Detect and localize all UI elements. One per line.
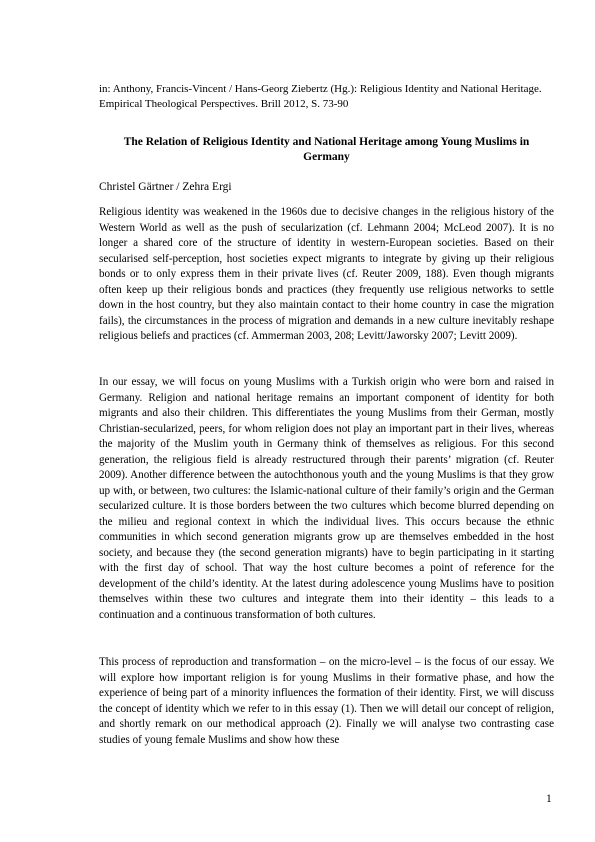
paper-title: The Relation of Religious Identity and National Heritage among Young Muslims in Germany (123, 136, 530, 163)
paragraph-1: Religious identity was weakened in the 1960s due to decisive changes in the religious history of the Western World as well as the push of secularization (cf. Lehmann 2004; McLeod 2007). It is no longer a shared core of the structure of identity in western-European societies. Based on their secularised self-perception, host societies expect migrants to integrate by giving up their religious bonds or to only express them in their private lives (cf. Reuter 2009, 188). Even though migrants often keep up their religious bonds and practices (they frequently use religious networks to settle down in the host country, but they also maintain contact to their home country in case the migration fails), the circumstances in the process of migration and demands in a new culture inevitably reshape religious beliefs and practices (cf. Ammerman 2003, 208; Levitt/Jaworsky 2007; Levitt 2009). (99, 206, 554, 342)
authors: Christel Gärtner / Zehra Ergi (99, 181, 232, 193)
citation-header: in: Anthony, Francis-Vincent / Hans-Georg Ziebertz (Hg.): Religious Identity and National Heritage. Empirical Theological Perspectives. Brill 2012, S. 73-90 (99, 83, 542, 110)
paragraph-3: This process of reproduction and transformation – on the micro-level – is the focus of our essay. We will explore how important religion is for young Muslims in their formative phase, and how the experience of being part of a minority influences the formation of their identity. First, we will discuss the concept of identity which we refer to in this essay (1). Then we will detail our concept of religion, and shortly remark on our methodical approach (2). Finally we will analyse two contrasting case studies of young female Muslims and show how these (99, 656, 554, 746)
paragraph-2: In our essay, we will focus on young Muslims with a Turkish origin who were born and raised in Germany. Religion and national heritage remains an important component of identity for both migrants and also their children. This differentiates the young Muslims from their German, mostly Christian-secularized, peers, for whom religion does not play an important part in their lives, whereas the majority of the Muslim youth in Germany think of themselves as religious. For this second generation, the religious field is already restructured through their parents’ migration (cf. Reuter 2009). Another difference between the autochthonous youth and the young Muslims is that they grow up with, or between, two cultures: the Islamic-national culture of their family’s origin and the German secularized culture. It is those borders between the two cultures which become blurred depending on the milieu and regional context in which the individual lives. This occurs because the ethnic communities in which second generation migrants grow up are themselves embedded in the host society, and because they (the second generation migrants) have to begin participating in it starting with the first day of school. That way the host culture becomes a point of reference for the development of the child’s identity. At the latest during adolescence young Muslims have to position themselves within these two cultures and integrate them into their identity – this leads to a continuation and a continuous transformation of both cultures. (99, 376, 554, 621)
page-number: 1 (546, 793, 552, 805)
